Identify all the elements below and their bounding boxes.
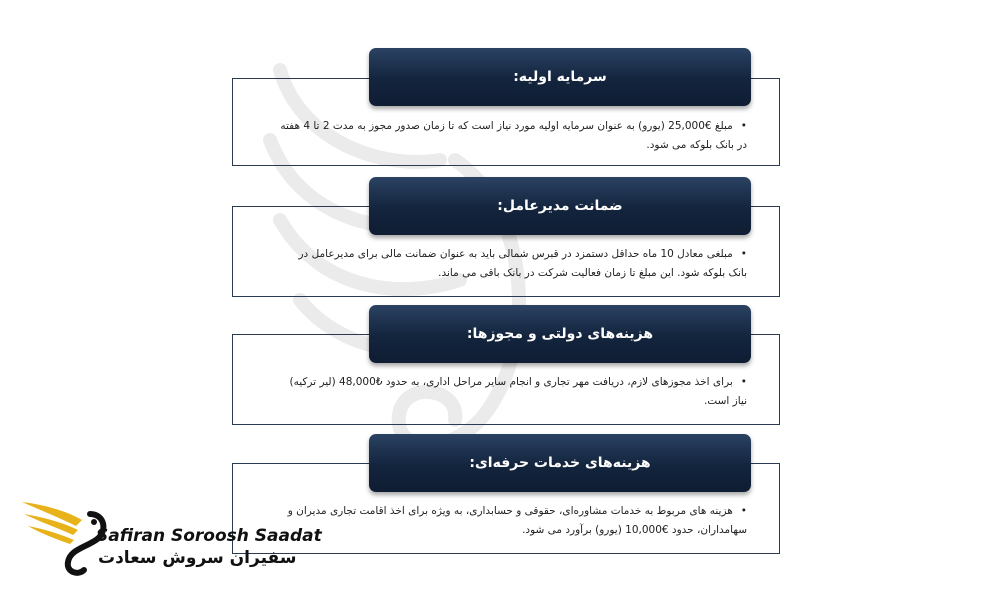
card-ceo-guarantee [232, 177, 780, 297]
card-header [369, 305, 751, 363]
card-heading: هزینه‌های خدمات حرفه‌ای: [469, 455, 651, 471]
card-heading: ضمانت مدیرعامل: [497, 198, 623, 214]
bullet: • [740, 505, 747, 517]
logo-name-fa: سفیران سروش سعادت [98, 548, 297, 568]
card-text [279, 373, 747, 411]
bullet: • [740, 376, 747, 388]
card-text [279, 502, 747, 540]
card-description: مبلغی معادل 10 ماه حداقل دستمزد در قبرس شمالی باید به عنوان ضمانت مالی برای مدیرعامل در بانک بلوکه شود. این مبلغ تا زمان فعالیت شرکت در بانک باقی می ماند. [298, 248, 747, 279]
company-logo [20, 492, 322, 582]
card-text [279, 117, 747, 155]
bullet: • [740, 248, 747, 260]
logo-name-en: Safiran Soroosh Saadat [96, 526, 322, 546]
card-header [369, 177, 751, 235]
card-description: برای اخذ مجوزهای لازم، دریافت مهر تجاری و انجام سایر مراحل اداری، به حدود ₺48,000 (لیر ترکیه) نیاز است. [289, 376, 747, 407]
card-header [369, 48, 751, 106]
card-initial-capital [232, 48, 780, 168]
card-header [369, 434, 751, 492]
card-government-fees [232, 305, 780, 425]
card-heading: هزینه‌های دولتی و مجوزها: [466, 326, 654, 342]
card-text [279, 245, 747, 283]
card-heading: سرمایه اولیه: [513, 69, 607, 85]
bullet: • [740, 120, 747, 132]
card-description: مبلغ €25,000 (یورو) به عنوان سرمایه اولیه مورد نیاز است که تا زمان صدور مجوز به مدت 2 تا 4 هفته در بانک بلوکه می شود. [280, 120, 747, 151]
card-description: هزینه های مربوط به خدمات مشاوره‌ای، حقوقی و حسابداری، به ویژه برای اخذ اقامت تجاری مدیران و سهامداران، حدود €10,000 (یورو) برآورد می شود. [287, 505, 747, 536]
